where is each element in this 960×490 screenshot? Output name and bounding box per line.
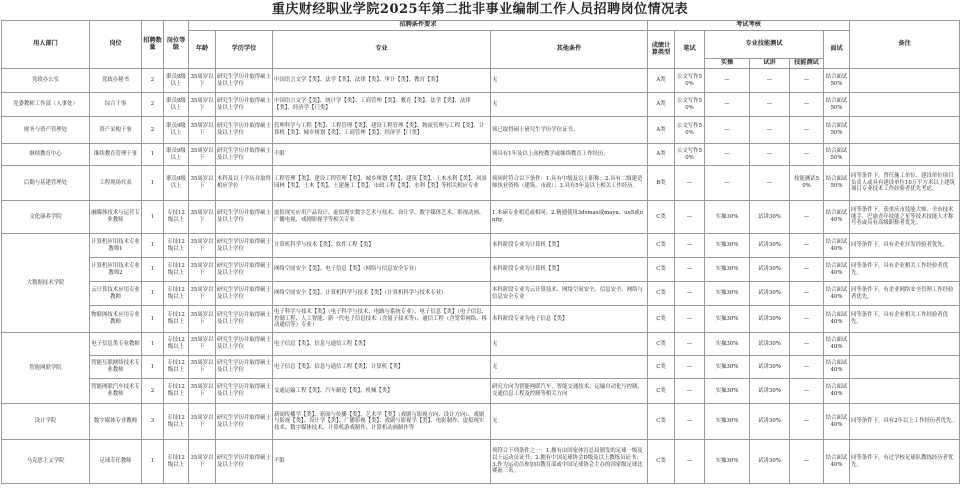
cell-count: 1: [142, 234, 164, 258]
cell-note: [850, 69, 960, 93]
cell-level: 专技12级以上: [164, 306, 189, 333]
cell-edu: 研究生学历并取得硕士及以上学位: [216, 356, 273, 379]
cell-count: 2: [142, 117, 164, 144]
cell-calc: C类: [648, 379, 675, 404]
cell-written: —: [675, 201, 705, 234]
cell-other: 须已取得硕士研究生学历学位证书。: [491, 117, 648, 144]
header-level: 岗位等级: [164, 21, 189, 69]
cell-note: [850, 333, 960, 356]
cell-practice: —: [705, 144, 750, 166]
cell-written: —: [675, 306, 705, 333]
cell-note: 同等条件下，有企业网络安全管理工作经验者优先。: [850, 282, 960, 306]
cell-edu: 研究生学历并取得硕士及以上学位: [216, 93, 273, 117]
table-row: [2, 440, 960, 484]
header-edu: 学历学位: [216, 31, 273, 69]
cell-calc: C类: [648, 306, 675, 333]
cell-lecture: —: [750, 144, 790, 166]
cell-age: 35周岁以下: [189, 144, 216, 166]
cell-dept: 继续教育中心: [2, 144, 90, 166]
cell-post: 综合干事: [90, 93, 142, 117]
cell-other: 无: [491, 356, 648, 379]
cell-written: —: [675, 356, 705, 379]
cell-note: 同等条件下，具有企业开发经验者优先。: [850, 234, 960, 258]
cell-lecture: 试讲30%: [750, 258, 790, 282]
cell-other: 无: [491, 69, 648, 93]
cell-calc: A类: [648, 144, 675, 166]
cell-written: 公文写作50%: [675, 144, 705, 166]
cell-note: [850, 144, 960, 166]
cell-practice: 实操30%: [705, 333, 750, 356]
cell-edu: 研究生学历并取得硕士及以上学位: [216, 117, 273, 144]
header-skill-group: 专业技能测试: [705, 31, 824, 59]
recruitment-table: [1, 20, 960, 484]
cell-other: 1.本硕专业相近或相同；2.精通使用3dsmax或maya、ue5或unity。: [491, 201, 648, 234]
cell-level: 职员9级以上: [164, 69, 189, 93]
cell-practice: 实操30%: [705, 258, 750, 282]
cell-post: 足球专任教师: [90, 440, 142, 484]
table-row: [2, 258, 960, 282]
cell-lecture: 试讲30%: [750, 379, 790, 404]
cell-practice: 实操30%: [705, 379, 750, 404]
cell-post: 计算机应用技术专业教师2: [90, 258, 142, 282]
cell-edu: 研究生学历并取得硕士及以上学位: [216, 404, 273, 440]
cell-practice: 实操30%: [705, 440, 750, 484]
cell-lecture: 试讲30%: [750, 282, 790, 306]
cell-skilltest: —: [790, 282, 824, 306]
cell-count: 3: [142, 404, 164, 440]
cell-edu: 研究生学历并取得硕士及以上学位: [216, 440, 273, 484]
cell-post: 继续教育管理干事: [90, 144, 142, 166]
cell-interview: 结合面试50%: [824, 93, 850, 117]
cell-level: 专技12级以上: [164, 379, 189, 404]
cell-skilltest: —: [790, 404, 824, 440]
cell-other: 本科阶段专业为计算机【类】: [491, 258, 648, 282]
cell-post: 电子信息类专业教师: [90, 333, 142, 356]
cell-skilltest: —: [790, 379, 824, 404]
cell-calc: A类: [648, 69, 675, 93]
cell-major: 电子信息【类】、信息与通信工程【类】: [273, 333, 491, 356]
cell-major: 不限: [273, 440, 491, 484]
cell-post: 物联网技术应用专业教师: [90, 306, 142, 333]
cell-other: 须同时符合以下条件：1.具有中级及以上职称；2.具有二级建造师执业资格（建筑、市政）；3.具有5年及以上相关工作经历。: [491, 166, 648, 201]
cell-lecture: 试讲30%: [750, 306, 790, 333]
cell-count: 1: [142, 306, 164, 333]
cell-age: 35周岁以下: [189, 166, 216, 201]
cell-age: 35周岁以下: [189, 258, 216, 282]
cell-post: 智能网联汽车技术专业教师: [90, 379, 142, 404]
cell-calc: A类: [648, 117, 675, 144]
cell-edu: 研究生学历并取得硕士及以上学位: [216, 144, 273, 166]
cell-note: 同等条件下，获重庆市技能大师、全市技术能手、巴渝青年技能之星等技术技能人才称号者或具有高级职称者优先。: [850, 201, 960, 234]
cell-count: 1: [142, 282, 164, 306]
header-skill-lecture: 试讲: [750, 59, 790, 69]
cell-age: 35周岁以下: [189, 379, 216, 404]
cell-edu: 本科及以上学历并取得相应学位: [216, 166, 273, 201]
table-row: [2, 166, 960, 201]
cell-lecture: —: [750, 166, 790, 201]
table-row: [2, 117, 960, 144]
cell-level: 职员9级以上: [164, 93, 189, 117]
cell-level: 职员9级以上: [164, 144, 189, 166]
page-title: 重庆财经职业学院2025年第二批非事业编制工作人员招聘岗位情况表: [271, 2, 689, 17]
cell-dept: 党政办公室: [2, 69, 90, 93]
cell-age: 35周岁以下: [189, 404, 216, 440]
cell-other: 无: [491, 333, 648, 356]
cell-note: [850, 93, 960, 117]
cell-count: 1: [142, 440, 164, 484]
cell-major: 管理科学与工程【类】、工程管理【类】、建设工程管理【类】、物流管理与工程【类】、计算机【类】、城乡规划【类】、工商管理【类】、经济学【门类】: [273, 117, 491, 144]
cell-written: —: [675, 166, 705, 201]
cell-interview: 结合面试50%: [824, 69, 850, 93]
header-calc: 成绩计算类型: [648, 31, 675, 69]
cell-count: 2: [142, 93, 164, 117]
cell-lecture: 试讲30%: [750, 234, 790, 258]
cell-other: 本科阶段专业为云计算技术、网络空间安全、信息安全、网络与信息安全专业: [491, 282, 648, 306]
cell-lecture: 试讲30%: [750, 440, 790, 484]
table-row: [2, 404, 960, 440]
cell-written: —: [675, 440, 705, 484]
cell-interview: 结合面试50%: [824, 117, 850, 144]
cell-practice: —: [705, 93, 750, 117]
cell-level: 专技12级以上: [164, 440, 189, 484]
cell-calc: C类: [648, 356, 675, 379]
cell-major: 交通运输工程【类】、汽车制造【类】、机械【类】: [273, 379, 491, 404]
cell-interview: 结合面试40%: [824, 234, 850, 258]
cell-major: 中国语言文学【类】、统计学【类】、工商管理【类】、教育【类】、法学【类】、法律【类】、经济学【门类】: [273, 93, 491, 117]
cell-skilltest: —: [790, 306, 824, 333]
cell-calc: C类: [648, 201, 675, 234]
cell-age: 35周岁以下: [189, 356, 216, 379]
cell-edu: 研究生学历并取得硕士及以上学位: [216, 282, 273, 306]
cell-skilltest: —: [790, 117, 824, 144]
cell-interview: 结合面试50%: [824, 166, 850, 201]
cell-age: 35周岁以下: [189, 234, 216, 258]
cell-major: 计算机科学与技术【类】、软件工程【类】: [273, 234, 491, 258]
cell-note: [850, 356, 960, 379]
cell-major: 电子科学与技术【类】（电子科学与技术、电路与系统专业）、电子信息【类】（电子信息、控制工程、人工智能、新一代电子信息技术（含量子技术等）、通信工程（含宽带网络、移动通信等）专业）: [273, 306, 491, 333]
cell-note: 同等条件下，具有企业相关工作经验者优先。: [850, 306, 960, 333]
cell-age: 35周岁以下: [189, 69, 216, 93]
cell-count: 1: [142, 166, 164, 201]
cell-dept: 马克思主义学院: [2, 440, 90, 484]
cell-other: 须具有1年及以上高校教学或继续教育工作经历。: [491, 144, 648, 166]
cell-other: 须符合下列条件之一：1.拥有由国家体育总局颁发的足球一级及以上运动员证书；2.拥有中国足球协会D级及以上教练员证书；3.作为运动员参加由教育部或中国足球协会主办的国家级足球比赛前三名。: [491, 440, 648, 484]
cell-interview: 结合面试40%: [824, 333, 850, 356]
cell-dept: 大数据技术学院: [2, 234, 90, 333]
cell-other: 研究方向为智能网联汽车、智能交通技术、运输自动化与控制、交通信息工程及控制等相关方向: [491, 379, 648, 404]
cell-age: 35周岁以下: [189, 440, 216, 484]
cell-written: —: [675, 258, 705, 282]
table-row: [2, 93, 960, 117]
cell-practice: —: [705, 69, 750, 93]
cell-edu: 研究生学历并取得硕士及以上学位: [216, 379, 273, 404]
cell-calc: B类: [648, 166, 675, 201]
cell-major: 网络空间安全【类】、计算机科学与技术【类】（计算机科学与技术专业）: [273, 282, 491, 306]
table-row: [2, 333, 960, 356]
cell-level: 职员9级以上: [164, 117, 189, 144]
cell-skilltest: —: [790, 201, 824, 234]
cell-other: 本科阶段专业为计算机【类】: [491, 234, 648, 258]
cell-major: 工程管理【类】、建设工程管理【类】、城乡规划【类】、建筑【类】、土木水利【类】、风景园林【类】、土木【类】、土建施工【类】、市政工程【类】、水利【类】等相关相应专业: [273, 166, 491, 201]
cell-level: 职员9级以上: [164, 166, 189, 201]
cell-other: 无: [491, 93, 648, 117]
table-row: [2, 201, 960, 234]
table-row: [2, 144, 960, 166]
cell-post: 党政办秘书: [90, 69, 142, 93]
cell-count: 1: [142, 201, 164, 234]
cell-edu: 研究生学历并取得硕士及以上学位: [216, 258, 273, 282]
cell-written: 公文写作50%: [675, 117, 705, 144]
cell-dept: 设计学院: [2, 404, 90, 440]
cell-interview: 结合面试40%: [824, 379, 850, 404]
cell-practice: 实操30%: [705, 282, 750, 306]
cell-level: 专技12级以上: [164, 234, 189, 258]
cell-calc: C类: [648, 404, 675, 440]
cell-edu: 研究生学历并取得硕士及以上学位: [216, 234, 273, 258]
cell-interview: 结合面试40%: [824, 282, 850, 306]
cell-interview: 结合面试40%: [824, 404, 850, 440]
cell-edu: 研究生学历并取得硕士及以上学位: [216, 69, 273, 93]
cell-note: 同等条件下，曾任施工单位、建设单位项目负责人或具有建设单位10万平方米以上建筑项目专业技术工作经验者优先考虑。: [850, 166, 960, 201]
cell-interview: 结合面试40%: [824, 201, 850, 234]
cell-calc: C类: [648, 440, 675, 484]
cell-major: 中国语言文学【类】、法学【类】、法律【类】、审计【类】、教育【类】: [273, 69, 491, 93]
cell-level: 专技12级以上: [164, 201, 189, 234]
cell-written: —: [675, 404, 705, 440]
cell-skilltest: —: [790, 440, 824, 484]
cell-major: 电子信息【类】、信息与通信工程【类】、计算机【类】: [273, 356, 491, 379]
header-post: 岗位: [90, 21, 142, 69]
cell-major: 网络空间安全【类】、电子信息【类】（网络与信息安全专业）: [273, 258, 491, 282]
cell-level: 专技12级以上: [164, 258, 189, 282]
cell-count: 1: [142, 258, 164, 282]
cell-lecture: 试讲30%: [750, 333, 790, 356]
cell-skilltest: —: [790, 234, 824, 258]
cell-written: —: [675, 333, 705, 356]
cell-interview: 结合面试50%: [824, 144, 850, 166]
cell-level: 专技12级以上: [164, 282, 189, 306]
cell-post: 计算机应用技术专业教师1: [90, 234, 142, 258]
cell-calc: A类: [648, 93, 675, 117]
cell-post: 智能互联网络技术专业教师: [90, 356, 142, 379]
cell-lecture: 试讲30%: [750, 201, 790, 234]
cell-skilltest: —: [790, 69, 824, 93]
cell-count: 2: [142, 69, 164, 93]
cell-skilltest: —: [790, 258, 824, 282]
cell-post: 工程现场代表: [90, 166, 142, 201]
cell-interview: 结合面试40%: [824, 258, 850, 282]
cell-age: 35周岁以下: [189, 117, 216, 144]
cell-dept: 文化康养学院: [2, 201, 90, 234]
cell-age: 35周岁以下: [189, 93, 216, 117]
table-row: [2, 306, 960, 333]
cell-count: 1: [142, 144, 164, 166]
cell-level: 专技12级以上: [164, 356, 189, 379]
cell-note: 同等条件下，有过学校足球队教练经历者优先。: [850, 440, 960, 484]
cell-lecture: 试讲30%: [750, 404, 790, 440]
cell-practice: 实操30%: [705, 306, 750, 333]
cell-dept: 后勤与基建管理处: [2, 166, 90, 201]
cell-level: 专技12级以上: [164, 404, 189, 440]
header-exam-group: 考试考核: [648, 21, 850, 31]
cell-calc: C类: [648, 234, 675, 258]
cell-dept: 党委教师工作部（人事处）: [2, 93, 90, 117]
cell-count: 1: [142, 333, 164, 356]
cell-skilltest: 技能测试50%: [790, 166, 824, 201]
cell-practice: 实操30%: [705, 356, 750, 379]
cell-lecture: —: [750, 93, 790, 117]
cell-skilltest: —: [790, 144, 824, 166]
header-interview: 面试: [824, 31, 850, 69]
cell-written: —: [675, 282, 705, 306]
cell-skilltest: —: [790, 356, 824, 379]
cell-written: —: [675, 234, 705, 258]
cell-lecture: —: [750, 117, 790, 144]
cell-edu: 研究生学历并取得硕士及以上学位: [216, 201, 273, 234]
cell-lecture: 试讲30%: [750, 356, 790, 379]
header-dept: 用人部门: [2, 21, 90, 69]
table-body: [2, 69, 960, 484]
cell-edu: 研究生学历并取得硕士及以上学位: [216, 306, 273, 333]
cell-interview: 结合面试40%: [824, 440, 850, 484]
cell-age: 35周岁以下: [189, 306, 216, 333]
cell-note: [850, 117, 960, 144]
cell-interview: 结合面试40%: [824, 356, 850, 379]
cell-written: —: [675, 379, 705, 404]
cell-age: 35周岁以下: [189, 201, 216, 234]
cell-calc: C类: [648, 282, 675, 306]
cell-major: 不限: [273, 144, 491, 166]
header-note: 备注: [850, 21, 960, 69]
cell-major: 新闻传播学【类】、新闻与传播【类】、艺术学【类】（戏剧与影视方向、设计方向）、戏剧与影视【类】、设计学【类】、广播影视【类】、戏剧与影视学【类】、电影制作、虚拟现实技术、数字媒体技术、计算机游戏制作、计算机动画制作等: [273, 404, 491, 440]
cell-practice: —: [705, 117, 750, 144]
cell-calc: C类: [648, 258, 675, 282]
header-count: 招聘数量: [142, 21, 164, 69]
header-age: 年龄: [189, 31, 216, 69]
cell-count: 1: [142, 356, 164, 379]
cell-post: 融媒体技术与运营专业教师: [90, 201, 142, 234]
cell-post: 云计算技术应用专业教师: [90, 282, 142, 306]
cell-written: 公文写作50%: [675, 93, 705, 117]
cell-age: 35周岁以下: [189, 282, 216, 306]
table-row: [2, 379, 960, 404]
cell-other: 无: [491, 404, 648, 440]
header-other: 其他条件: [491, 31, 648, 69]
cell-post: 资产采购干事: [90, 117, 142, 144]
cell-dept: 智能网联学院: [2, 333, 90, 404]
cell-lecture: —: [750, 69, 790, 93]
cell-practice: 实操30%: [705, 201, 750, 234]
cell-edu: 研究生学历并取得硕士及以上学位: [216, 333, 273, 356]
cell-practice: 实操30%: [705, 404, 750, 440]
header-req-group: 招聘条件要求: [189, 21, 648, 31]
table-row: [2, 356, 960, 379]
cell-note: 同等条件下，具有企业相关工作经验者优先。: [850, 258, 960, 282]
cell-calc: C类: [648, 333, 675, 356]
cell-practice: —: [705, 166, 750, 201]
cell-note: 同等条件下，具有2年以上工作经历者优先。: [850, 404, 960, 440]
table-row: [2, 282, 960, 306]
cell-level: 专技12级以上: [164, 333, 189, 356]
cell-dept: 财务与资产管理处: [2, 117, 90, 144]
header-skill-practice: 实操: [705, 59, 750, 69]
cell-practice: 实操30%: [705, 234, 750, 258]
table-row: [2, 69, 960, 93]
cell-interview: 结合面试40%: [824, 306, 850, 333]
cell-skilltest: —: [790, 93, 824, 117]
cell-other: 本科阶段专业为电子信息【类】: [491, 306, 648, 333]
cell-note: [850, 379, 960, 404]
cell-written: 公文写作50%: [675, 69, 705, 93]
cell-count: 2: [142, 379, 164, 404]
header-written: 笔试: [675, 31, 705, 69]
header-major: 专业: [273, 31, 491, 69]
table-row: [2, 234, 960, 258]
cell-age: 35周岁以下: [189, 333, 216, 356]
cell-skilltest: —: [790, 333, 824, 356]
cell-post: 数字媒体专业教师: [90, 404, 142, 440]
cell-major: 虚拟现实应用产品设计、虚拟现实数字艺术与技术、设计学、数字媒体艺术、影视动画、广播电视、戏剧影视学等相关专业: [273, 201, 491, 234]
header-skill-test: 技能测试: [790, 59, 824, 69]
